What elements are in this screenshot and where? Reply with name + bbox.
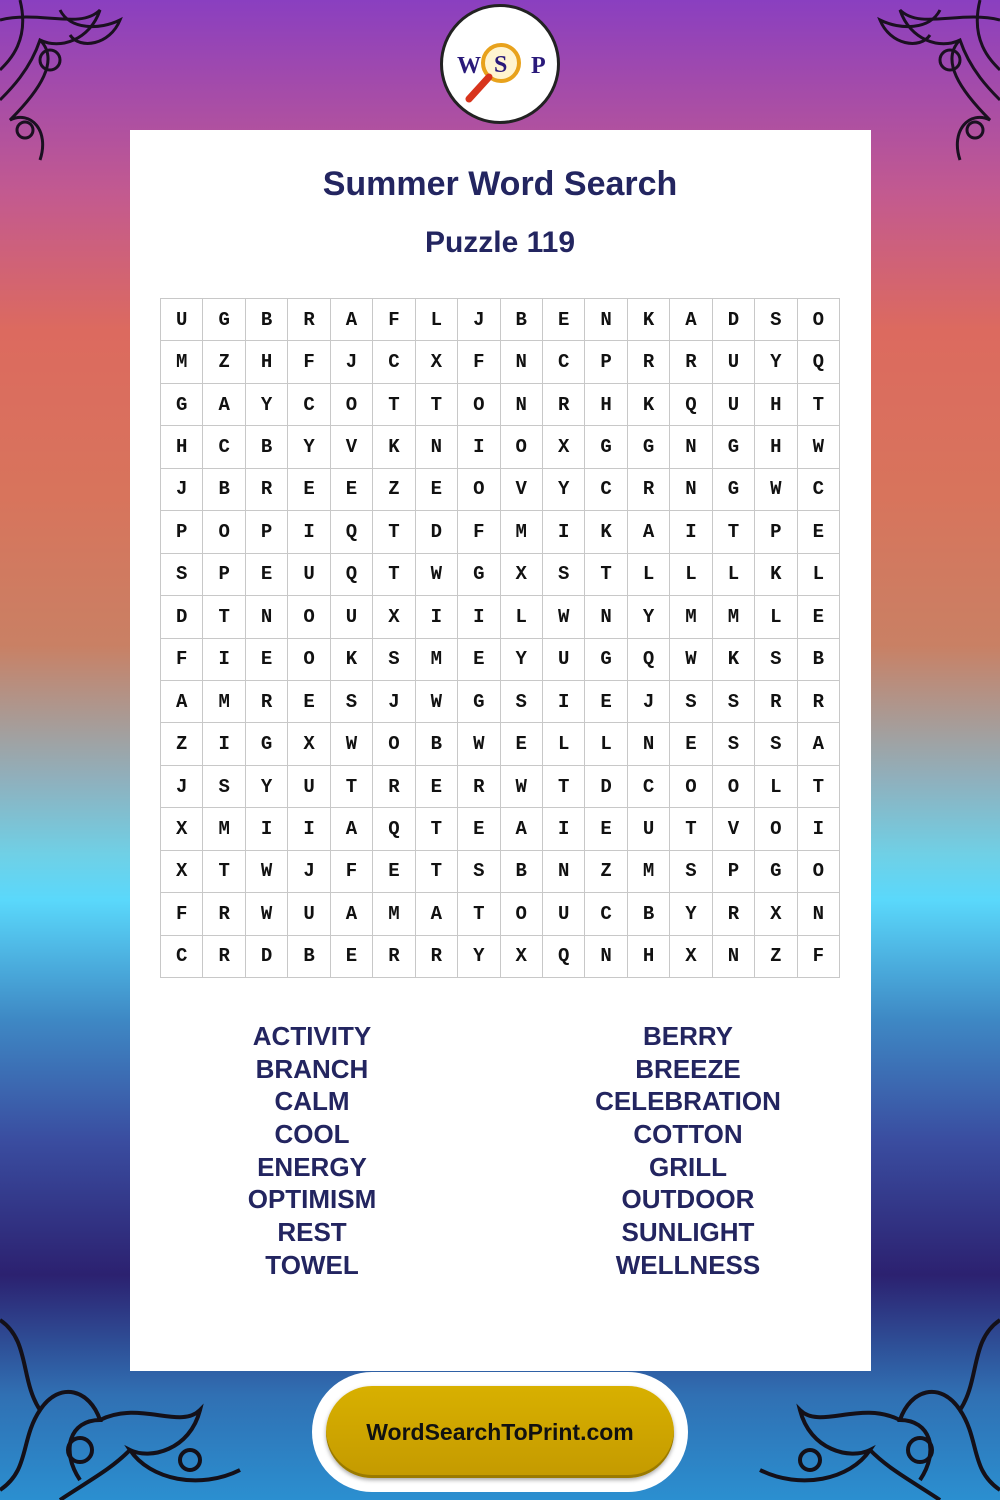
grid-cell: I bbox=[416, 596, 458, 638]
grid-cell: T bbox=[373, 511, 415, 553]
grid-cell: O bbox=[331, 384, 373, 426]
grid-cell: T bbox=[203, 851, 245, 893]
grid-cell: G bbox=[585, 639, 627, 681]
grid-cell: X bbox=[501, 554, 543, 596]
grid-cell: I bbox=[246, 808, 288, 850]
grid-cell: W bbox=[543, 596, 585, 638]
word-list-item: CALM bbox=[274, 1086, 350, 1117]
grid-cell: S bbox=[543, 554, 585, 596]
grid-cell: L bbox=[670, 554, 712, 596]
grid-cell: B bbox=[246, 426, 288, 468]
grid-cell: I bbox=[203, 723, 245, 765]
grid-cell: X bbox=[161, 851, 203, 893]
website-link-button[interactable]: WordSearchToPrint.com bbox=[326, 1386, 674, 1478]
grid-cell: K bbox=[585, 511, 627, 553]
grid-cell: L bbox=[501, 596, 543, 638]
grid-cell: G bbox=[458, 681, 500, 723]
grid-cell: O bbox=[501, 893, 543, 935]
grid-cell: A bbox=[331, 808, 373, 850]
grid-cell: X bbox=[416, 341, 458, 383]
grid-cell: A bbox=[628, 511, 670, 553]
grid-cell: B bbox=[416, 723, 458, 765]
grid-cell: N bbox=[798, 893, 840, 935]
logo-letter-p: P bbox=[531, 53, 546, 79]
grid-cell: R bbox=[203, 893, 245, 935]
grid-cell: A bbox=[501, 808, 543, 850]
grid-cell: K bbox=[713, 639, 755, 681]
grid-cell: F bbox=[458, 511, 500, 553]
grid-cell: Y bbox=[246, 766, 288, 808]
grid-cell: S bbox=[501, 681, 543, 723]
grid-cell: O bbox=[458, 469, 500, 511]
grid-cell: V bbox=[713, 808, 755, 850]
grid-cell: F bbox=[161, 893, 203, 935]
grid-cell: I bbox=[543, 681, 585, 723]
grid-cell: V bbox=[331, 426, 373, 468]
grid-cell: A bbox=[331, 299, 373, 341]
grid-cell: Y bbox=[288, 426, 330, 468]
grid-cell: U bbox=[288, 893, 330, 935]
grid-cell: S bbox=[713, 723, 755, 765]
grid-cell: I bbox=[543, 808, 585, 850]
grid-cell: E bbox=[670, 723, 712, 765]
grid-cell: F bbox=[288, 341, 330, 383]
grid-cell: R bbox=[373, 766, 415, 808]
grid-cell: D bbox=[713, 299, 755, 341]
grid-cell: C bbox=[628, 766, 670, 808]
grid-cell: I bbox=[458, 596, 500, 638]
grid-cell: W bbox=[246, 851, 288, 893]
grid-cell: T bbox=[585, 554, 627, 596]
grid-cell: G bbox=[755, 851, 797, 893]
grid-cell: I bbox=[798, 808, 840, 850]
grid-cell: X bbox=[543, 426, 585, 468]
grid-cell: H bbox=[755, 384, 797, 426]
grid-cell: T bbox=[416, 384, 458, 426]
grid-cell: N bbox=[501, 341, 543, 383]
grid-cell: I bbox=[288, 808, 330, 850]
grid-cell: Z bbox=[161, 723, 203, 765]
grid-cell: B bbox=[798, 639, 840, 681]
word-list-item: BRANCH bbox=[255, 1053, 369, 1084]
grid-cell: S bbox=[755, 299, 797, 341]
grid-cell: I bbox=[543, 511, 585, 553]
grid-cell: R bbox=[246, 469, 288, 511]
grid-cell: L bbox=[713, 554, 755, 596]
grid-cell: E bbox=[585, 808, 627, 850]
grid-cell: P bbox=[246, 511, 288, 553]
grid-cell: O bbox=[458, 384, 500, 426]
logo-letter-w: W bbox=[457, 53, 481, 79]
grid-cell: U bbox=[543, 639, 585, 681]
grid-cell: U bbox=[288, 554, 330, 596]
grid-cell: O bbox=[713, 766, 755, 808]
grid-cell: N bbox=[543, 851, 585, 893]
grid-cell: S bbox=[713, 681, 755, 723]
grid-cell: K bbox=[628, 384, 670, 426]
grid-cell: Y bbox=[670, 893, 712, 935]
grid-cell: T bbox=[203, 596, 245, 638]
grid-cell: T bbox=[798, 384, 840, 426]
grid-cell: S bbox=[670, 851, 712, 893]
grid-cell: H bbox=[755, 426, 797, 468]
grid-cell: P bbox=[713, 851, 755, 893]
grid-cell: T bbox=[373, 554, 415, 596]
grid-cell: A bbox=[203, 384, 245, 426]
grid-cell: T bbox=[331, 766, 373, 808]
grid-cell: F bbox=[798, 936, 840, 978]
grid-cell: A bbox=[331, 893, 373, 935]
grid-cell: D bbox=[585, 766, 627, 808]
grid-cell: G bbox=[203, 299, 245, 341]
word-list-right bbox=[538, 1020, 838, 1282]
grid-cell: C bbox=[585, 893, 627, 935]
grid-cell: Q bbox=[628, 639, 670, 681]
grid-cell: C bbox=[203, 426, 245, 468]
grid-cell: X bbox=[755, 893, 797, 935]
word-list-item: OUTDOOR bbox=[621, 1184, 755, 1215]
grid-cell: E bbox=[458, 639, 500, 681]
grid-cell: U bbox=[288, 766, 330, 808]
grid-cell: Z bbox=[203, 341, 245, 383]
grid-cell: E bbox=[798, 596, 840, 638]
grid-cell: S bbox=[755, 723, 797, 765]
grid-cell: M bbox=[203, 808, 245, 850]
grid-cell: J bbox=[458, 299, 500, 341]
grid-cell: M bbox=[501, 511, 543, 553]
grid-cell: R bbox=[288, 299, 330, 341]
word-list-item: SUNLIGHT bbox=[621, 1217, 755, 1248]
grid-cell: N bbox=[585, 596, 627, 638]
grid-cell: D bbox=[161, 596, 203, 638]
grid-cell: A bbox=[670, 299, 712, 341]
grid-cell: E bbox=[416, 766, 458, 808]
grid-cell: Z bbox=[373, 469, 415, 511]
grid-cell: S bbox=[458, 851, 500, 893]
word-list-item: OPTIMISM bbox=[247, 1184, 377, 1215]
grid-cell: O bbox=[501, 426, 543, 468]
grid-cell: T bbox=[458, 893, 500, 935]
grid-cell: Q bbox=[543, 936, 585, 978]
logo bbox=[440, 4, 560, 124]
grid-cell: X bbox=[670, 936, 712, 978]
grid-cell: E bbox=[288, 681, 330, 723]
grid-cell: I bbox=[288, 511, 330, 553]
grid-cell: G bbox=[458, 554, 500, 596]
grid-cell: G bbox=[628, 426, 670, 468]
grid-cell: W bbox=[501, 766, 543, 808]
grid-cell: Y bbox=[543, 469, 585, 511]
grid-cell: E bbox=[331, 469, 373, 511]
grid-cell: C bbox=[288, 384, 330, 426]
word-list-item: BREEZE bbox=[635, 1053, 741, 1084]
grid-cell: E bbox=[416, 469, 458, 511]
grid-cell: W bbox=[416, 554, 458, 596]
grid-cell: A bbox=[798, 723, 840, 765]
grid-cell: G bbox=[713, 426, 755, 468]
grid-cell: T bbox=[373, 384, 415, 426]
grid-cell: Y bbox=[501, 639, 543, 681]
grid-cell: M bbox=[373, 893, 415, 935]
logo-letter-s: S bbox=[494, 52, 508, 78]
page-title: Summer Word Search bbox=[322, 165, 678, 203]
grid-cell: N bbox=[501, 384, 543, 426]
word-list-item: WELLNESS bbox=[615, 1249, 761, 1280]
grid-cell: R bbox=[755, 681, 797, 723]
grid-cell: C bbox=[798, 469, 840, 511]
grid-cell: O bbox=[670, 766, 712, 808]
grid-cell: L bbox=[585, 723, 627, 765]
grid-cell: E bbox=[288, 469, 330, 511]
word-list-left bbox=[162, 1020, 462, 1282]
grid-cell: C bbox=[161, 936, 203, 978]
grid-cell: M bbox=[628, 851, 670, 893]
grid-cell: R bbox=[628, 469, 670, 511]
grid-cell: J bbox=[628, 681, 670, 723]
grid-cell: G bbox=[246, 723, 288, 765]
grid-cell: Q bbox=[331, 554, 373, 596]
grid-cell: L bbox=[755, 766, 797, 808]
grid-cell: O bbox=[755, 808, 797, 850]
grid-cell: W bbox=[670, 639, 712, 681]
grid-cell: M bbox=[203, 681, 245, 723]
grid-cell: J bbox=[288, 851, 330, 893]
grid-cell: N bbox=[670, 469, 712, 511]
grid-cell: N bbox=[670, 426, 712, 468]
grid-cell: T bbox=[798, 766, 840, 808]
grid-cell: N bbox=[628, 723, 670, 765]
grid-cell: F bbox=[373, 299, 415, 341]
grid-cell: S bbox=[670, 681, 712, 723]
grid-cell: A bbox=[161, 681, 203, 723]
grid-cell: P bbox=[585, 341, 627, 383]
grid-cell: H bbox=[585, 384, 627, 426]
grid-cell: B bbox=[203, 469, 245, 511]
grid-cell: R bbox=[628, 341, 670, 383]
grid-cell: B bbox=[628, 893, 670, 935]
grid-cell: Y bbox=[458, 936, 500, 978]
grid-cell: H bbox=[628, 936, 670, 978]
grid-cell: T bbox=[416, 851, 458, 893]
grid-cell: L bbox=[755, 596, 797, 638]
grid-cell: U bbox=[713, 384, 755, 426]
grid-cell: X bbox=[373, 596, 415, 638]
puzzle-number: Puzzle 119 bbox=[424, 226, 576, 259]
grid-cell: O bbox=[373, 723, 415, 765]
grid-cell: B bbox=[501, 299, 543, 341]
grid-cell: O bbox=[203, 511, 245, 553]
grid-cell: W bbox=[798, 426, 840, 468]
grid-cell: X bbox=[161, 808, 203, 850]
grid-cell: Y bbox=[755, 341, 797, 383]
grid-cell: M bbox=[670, 596, 712, 638]
grid-cell: M bbox=[161, 341, 203, 383]
grid-cell: Z bbox=[585, 851, 627, 893]
grid-cell: J bbox=[161, 469, 203, 511]
grid-cell: Z bbox=[755, 936, 797, 978]
grid-cell: C bbox=[543, 341, 585, 383]
word-list-item: ENERGY bbox=[257, 1151, 367, 1182]
word-list-item: COTTON bbox=[633, 1119, 743, 1150]
grid-cell: S bbox=[755, 639, 797, 681]
grid-cell: E bbox=[458, 808, 500, 850]
grid-cell: R bbox=[670, 341, 712, 383]
grid-cell: N bbox=[246, 596, 288, 638]
grid-cell: A bbox=[416, 893, 458, 935]
grid-cell: F bbox=[161, 639, 203, 681]
grid-cell: Q bbox=[331, 511, 373, 553]
grid-cell: E bbox=[373, 851, 415, 893]
grid-cell: L bbox=[416, 299, 458, 341]
grid-cell: R bbox=[713, 893, 755, 935]
grid-cell: N bbox=[416, 426, 458, 468]
grid-cell: O bbox=[288, 596, 330, 638]
grid-cell: N bbox=[585, 299, 627, 341]
grid-cell: Y bbox=[246, 384, 288, 426]
grid-cell: M bbox=[416, 639, 458, 681]
grid-cell: D bbox=[416, 511, 458, 553]
grid-cell: I bbox=[670, 511, 712, 553]
grid-cell: R bbox=[416, 936, 458, 978]
word-list-item: CELEBRATION bbox=[595, 1086, 781, 1117]
grid-cell: Q bbox=[670, 384, 712, 426]
grid-cell: E bbox=[331, 936, 373, 978]
grid-cell: T bbox=[713, 511, 755, 553]
grid-cell: U bbox=[543, 893, 585, 935]
grid-cell: H bbox=[246, 341, 288, 383]
grid-cell: W bbox=[755, 469, 797, 511]
grid-cell: I bbox=[458, 426, 500, 468]
grid-cell: T bbox=[416, 808, 458, 850]
grid-cell: N bbox=[713, 936, 755, 978]
grid-cell: D bbox=[246, 936, 288, 978]
grid-cell: W bbox=[416, 681, 458, 723]
word-list-item: ACTIVITY bbox=[252, 1021, 372, 1051]
grid-cell: F bbox=[331, 851, 373, 893]
grid-cell: Y bbox=[628, 596, 670, 638]
grid-cell: J bbox=[331, 341, 373, 383]
grid-cell: W bbox=[246, 893, 288, 935]
word-list-item: GRILL bbox=[649, 1151, 727, 1182]
grid-cell: P bbox=[755, 511, 797, 553]
grid-cell: T bbox=[543, 766, 585, 808]
grid-cell: P bbox=[203, 554, 245, 596]
word-list-item: BERRY bbox=[642, 1021, 734, 1051]
word-list-item: TOWEL bbox=[265, 1249, 359, 1280]
grid-cell: U bbox=[628, 808, 670, 850]
grid-cell: X bbox=[288, 723, 330, 765]
grid-cell: R bbox=[246, 681, 288, 723]
grid-cell: E bbox=[246, 639, 288, 681]
grid-cell: E bbox=[798, 511, 840, 553]
grid-cell: R bbox=[458, 766, 500, 808]
grid-cell: K bbox=[628, 299, 670, 341]
grid-cell: C bbox=[373, 341, 415, 383]
grid-cell: K bbox=[373, 426, 415, 468]
grid-cell: E bbox=[585, 681, 627, 723]
grid-cell: W bbox=[331, 723, 373, 765]
grid-cell: U bbox=[331, 596, 373, 638]
grid-cell: H bbox=[161, 426, 203, 468]
grid-cell: E bbox=[246, 554, 288, 596]
grid-cell: G bbox=[161, 384, 203, 426]
grid-cell: Q bbox=[798, 341, 840, 383]
grid-cell: R bbox=[543, 384, 585, 426]
grid-cell: G bbox=[713, 469, 755, 511]
grid-cell: S bbox=[331, 681, 373, 723]
grid-cell: M bbox=[713, 596, 755, 638]
grid-cell: E bbox=[543, 299, 585, 341]
grid-cell: U bbox=[713, 341, 755, 383]
grid-cell: K bbox=[331, 639, 373, 681]
grid-cell: L bbox=[798, 554, 840, 596]
grid-cell: G bbox=[585, 426, 627, 468]
grid-cell: W bbox=[458, 723, 500, 765]
grid-cell: L bbox=[628, 554, 670, 596]
grid-cell: S bbox=[203, 766, 245, 808]
grid-cell: B bbox=[288, 936, 330, 978]
word-list-item: COOL bbox=[274, 1119, 350, 1150]
grid-cell: O bbox=[798, 851, 840, 893]
letter-grid bbox=[160, 298, 840, 978]
grid-cell: E bbox=[501, 723, 543, 765]
grid-cell: J bbox=[161, 766, 203, 808]
word-list-item: REST bbox=[277, 1217, 347, 1248]
grid-cell: V bbox=[501, 469, 543, 511]
grid-cell: Q bbox=[373, 808, 415, 850]
grid-cell: J bbox=[373, 681, 415, 723]
grid-cell: P bbox=[161, 511, 203, 553]
grid-cell: R bbox=[798, 681, 840, 723]
grid-cell: F bbox=[458, 341, 500, 383]
grid-cell: S bbox=[373, 639, 415, 681]
grid-cell: L bbox=[543, 723, 585, 765]
grid-cell: B bbox=[246, 299, 288, 341]
grid-cell: N bbox=[585, 936, 627, 978]
grid-cell: O bbox=[288, 639, 330, 681]
grid-cell: T bbox=[670, 808, 712, 850]
grid-cell: S bbox=[161, 554, 203, 596]
grid-cell: X bbox=[501, 936, 543, 978]
grid-cell: C bbox=[585, 469, 627, 511]
grid-cell: U bbox=[161, 299, 203, 341]
grid-cell: R bbox=[203, 936, 245, 978]
grid-cell: I bbox=[203, 639, 245, 681]
grid-cell: R bbox=[373, 936, 415, 978]
grid-cell: K bbox=[755, 554, 797, 596]
grid-cell: O bbox=[798, 299, 840, 341]
grid-cell: B bbox=[501, 851, 543, 893]
